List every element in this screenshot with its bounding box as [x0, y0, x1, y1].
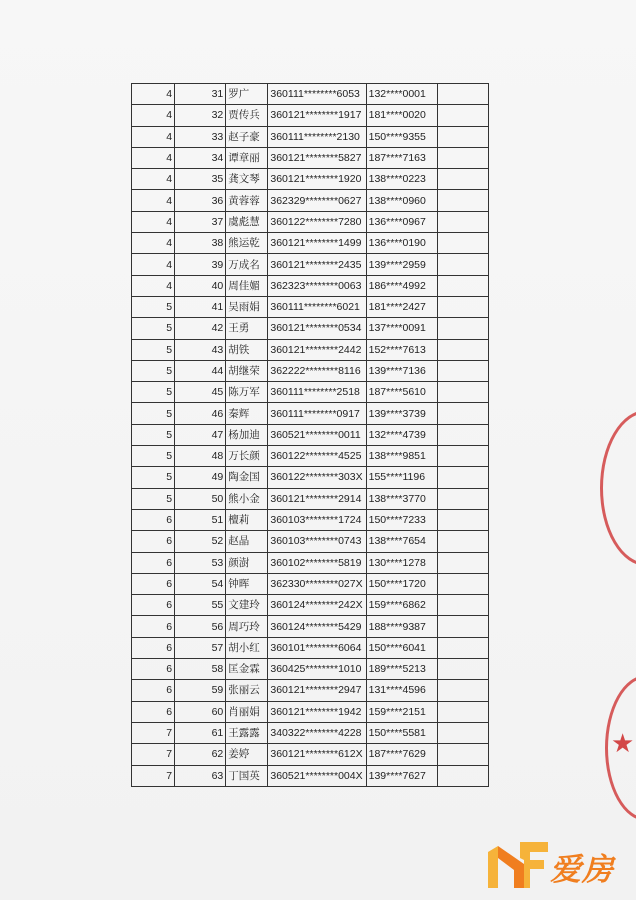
number-cell: 62 — [175, 744, 226, 765]
number-cell: 35 — [175, 169, 226, 190]
table-row — [132, 552, 489, 573]
table-row — [132, 254, 489, 275]
id-number-cell: 360124********242X — [268, 595, 366, 616]
phone-cell: 155****1196 — [366, 467, 437, 488]
phone-cell: 159****6862 — [366, 595, 437, 616]
group-cell: 7 — [132, 744, 175, 765]
phone-cell: 137****0091 — [366, 318, 437, 339]
group-cell: 4 — [132, 126, 175, 147]
name-cell: 赵子豪 — [226, 126, 268, 147]
group-cell: 4 — [132, 190, 175, 211]
number-cell: 36 — [175, 190, 226, 211]
name-cell: 秦辉 — [226, 403, 268, 424]
number-cell: 51 — [175, 509, 226, 530]
table-row — [132, 169, 489, 190]
id-number-cell: 360103********0743 — [268, 531, 366, 552]
phone-cell: 139****7627 — [366, 765, 437, 786]
official-seal-upper — [600, 410, 636, 566]
phone-cell: 139****3739 — [366, 403, 437, 424]
id-number-cell: 360122********7280 — [268, 211, 366, 232]
empty-cell — [437, 296, 488, 317]
id-number-cell: 360425********1010 — [268, 659, 366, 680]
phone-cell: 132****4739 — [366, 424, 437, 445]
empty-cell — [437, 254, 488, 275]
table-row — [132, 680, 489, 701]
table-row — [132, 531, 489, 552]
group-cell: 6 — [132, 595, 175, 616]
table-row — [132, 509, 489, 530]
group-cell: 5 — [132, 403, 175, 424]
table-row — [132, 84, 489, 105]
empty-cell — [437, 169, 488, 190]
name-cell: 陶金国 — [226, 467, 268, 488]
table-row — [132, 403, 489, 424]
id-number-cell: 360121********1499 — [268, 233, 366, 254]
empty-cell — [437, 488, 488, 509]
id-number-cell: 360102********5819 — [268, 552, 366, 573]
name-cell: 周巧玲 — [226, 616, 268, 637]
name-cell: 杨加迪 — [226, 424, 268, 445]
id-number-cell: 360111********0917 — [268, 403, 366, 424]
table-row — [132, 637, 489, 658]
number-cell: 48 — [175, 446, 226, 467]
phone-cell: 138****0223 — [366, 169, 437, 190]
empty-cell — [437, 403, 488, 424]
phone-cell: 150****9355 — [366, 126, 437, 147]
phone-cell: 152****7613 — [366, 339, 437, 360]
group-cell: 5 — [132, 424, 175, 445]
phone-cell: 131****4596 — [366, 680, 437, 701]
empty-cell — [437, 722, 488, 743]
number-cell: 55 — [175, 595, 226, 616]
id-number-cell: 360122********303X — [268, 467, 366, 488]
name-cell: 胡铁 — [226, 339, 268, 360]
name-cell: 谭章丽 — [226, 147, 268, 168]
number-cell: 44 — [175, 360, 226, 381]
number-cell: 43 — [175, 339, 226, 360]
group-cell: 4 — [132, 275, 175, 296]
phone-cell: 136****0967 — [366, 211, 437, 232]
group-cell: 4 — [132, 169, 175, 190]
name-cell: 丁国英 — [226, 765, 268, 786]
id-number-cell: 340322********4228 — [268, 722, 366, 743]
empty-cell — [437, 573, 488, 594]
name-cell: 文建玲 — [226, 595, 268, 616]
id-number-cell: 360111********6021 — [268, 296, 366, 317]
name-cell: 熊小金 — [226, 488, 268, 509]
phone-cell: 188****9387 — [366, 616, 437, 637]
group-cell: 6 — [132, 616, 175, 637]
number-cell: 59 — [175, 680, 226, 701]
phone-cell: 159****2151 — [366, 701, 437, 722]
number-cell: 42 — [175, 318, 226, 339]
empty-cell — [437, 701, 488, 722]
id-number-cell: 360124********5429 — [268, 616, 366, 637]
empty-cell — [437, 318, 488, 339]
group-cell: 4 — [132, 147, 175, 168]
table-row — [132, 573, 489, 594]
empty-cell — [437, 765, 488, 786]
empty-cell — [437, 339, 488, 360]
number-cell: 34 — [175, 147, 226, 168]
phone-cell: 150****7233 — [366, 509, 437, 530]
name-cell: 赵晶 — [226, 531, 268, 552]
table-row — [132, 744, 489, 765]
star-icon: ★ — [611, 728, 635, 758]
group-cell: 6 — [132, 637, 175, 658]
number-cell: 47 — [175, 424, 226, 445]
name-cell: 周佳媚 — [226, 275, 268, 296]
table-row — [132, 446, 489, 467]
empty-cell — [437, 680, 488, 701]
group-cell: 5 — [132, 339, 175, 360]
id-number-cell: 362222********8116 — [268, 360, 366, 381]
empty-cell — [437, 595, 488, 616]
number-cell: 41 — [175, 296, 226, 317]
number-cell: 60 — [175, 701, 226, 722]
id-number-cell: 360121********2914 — [268, 488, 366, 509]
phone-cell: 150****5581 — [366, 722, 437, 743]
number-cell: 49 — [175, 467, 226, 488]
name-cell: 胡继荣 — [226, 360, 268, 381]
table-row — [132, 296, 489, 317]
empty-cell — [437, 509, 488, 530]
house-logo-icon — [484, 838, 550, 890]
group-cell: 4 — [132, 211, 175, 232]
number-cell: 57 — [175, 637, 226, 658]
number-cell: 32 — [175, 105, 226, 126]
phone-cell: 138****3770 — [366, 488, 437, 509]
group-cell: 6 — [132, 573, 175, 594]
id-number-cell: 360121********1917 — [268, 105, 366, 126]
empty-cell — [437, 637, 488, 658]
name-cell: 龚文琴 — [226, 169, 268, 190]
group-cell: 4 — [132, 254, 175, 275]
empty-cell — [437, 147, 488, 168]
id-number-cell: 360121********1942 — [268, 701, 366, 722]
id-number-cell: 362323********0063 — [268, 275, 366, 296]
number-cell: 56 — [175, 616, 226, 637]
id-number-cell: 360101********6064 — [268, 637, 366, 658]
number-cell: 63 — [175, 765, 226, 786]
phone-cell: 187****7629 — [366, 744, 437, 765]
id-number-cell: 360111********2130 — [268, 126, 366, 147]
phone-cell: 130****1278 — [366, 552, 437, 573]
id-number-cell: 360121********2947 — [268, 680, 366, 701]
table-row — [132, 147, 489, 168]
phone-cell: 189****5213 — [366, 659, 437, 680]
group-cell: 5 — [132, 360, 175, 381]
name-cell: 熊运乾 — [226, 233, 268, 254]
name-cell: 万成名 — [226, 254, 268, 275]
table-row — [132, 360, 489, 381]
table-row — [132, 275, 489, 296]
number-cell: 40 — [175, 275, 226, 296]
name-cell: 虞彪慧 — [226, 211, 268, 232]
table-row — [132, 211, 489, 232]
number-cell: 46 — [175, 403, 226, 424]
phone-cell: 150****6041 — [366, 637, 437, 658]
table-row — [132, 701, 489, 722]
table-row — [132, 765, 489, 786]
empty-cell — [437, 211, 488, 232]
table-row — [132, 424, 489, 445]
id-number-cell: 360121********0534 — [268, 318, 366, 339]
name-cell: 吴雨娟 — [226, 296, 268, 317]
number-cell: 33 — [175, 126, 226, 147]
empty-cell — [437, 382, 488, 403]
empty-cell — [437, 531, 488, 552]
phone-cell: 139****7136 — [366, 360, 437, 381]
name-cell: 罗广 — [226, 84, 268, 105]
empty-cell — [437, 360, 488, 381]
name-cell: 颜澍 — [226, 552, 268, 573]
group-cell: 7 — [132, 765, 175, 786]
name-cell: 钟晖 — [226, 573, 268, 594]
group-cell: 5 — [132, 296, 175, 317]
name-cell: 万长颜 — [226, 446, 268, 467]
group-cell: 5 — [132, 382, 175, 403]
table-row — [132, 126, 489, 147]
name-cell: 陈万军 — [226, 382, 268, 403]
table-row — [132, 722, 489, 743]
name-cell: 王勇 — [226, 318, 268, 339]
number-cell: 31 — [175, 84, 226, 105]
empty-cell — [437, 744, 488, 765]
group-cell: 5 — [132, 446, 175, 467]
number-cell: 54 — [175, 573, 226, 594]
number-cell: 53 — [175, 552, 226, 573]
id-number-cell: 360121********612X — [268, 744, 366, 765]
phone-cell: 138****7654 — [366, 531, 437, 552]
number-cell: 61 — [175, 722, 226, 743]
empty-cell — [437, 105, 488, 126]
number-cell: 39 — [175, 254, 226, 275]
table-row — [132, 105, 489, 126]
empty-cell — [437, 659, 488, 680]
name-cell: 檀莉 — [226, 509, 268, 530]
name-cell: 匡金霖 — [226, 659, 268, 680]
phone-cell: 187****7163 — [366, 147, 437, 168]
empty-cell — [437, 233, 488, 254]
group-cell: 5 — [132, 467, 175, 488]
id-number-cell: 360521********004X — [268, 765, 366, 786]
number-cell: 45 — [175, 382, 226, 403]
name-cell: 姜婷 — [226, 744, 268, 765]
group-cell: 5 — [132, 318, 175, 339]
name-cell: 胡小红 — [226, 637, 268, 658]
phone-cell: 181****2427 — [366, 296, 437, 317]
empty-cell — [437, 446, 488, 467]
id-number-cell: 360111********6053 — [268, 84, 366, 105]
number-cell: 58 — [175, 659, 226, 680]
phone-cell: 138****9851 — [366, 446, 437, 467]
group-cell: 5 — [132, 488, 175, 509]
table-row — [132, 467, 489, 488]
empty-cell — [437, 616, 488, 637]
id-number-cell: 360121********5827 — [268, 147, 366, 168]
name-cell: 黄蓉蓉 — [226, 190, 268, 211]
id-number-cell: 362330********027X — [268, 573, 366, 594]
name-cell: 王露露 — [226, 722, 268, 743]
number-cell: 52 — [175, 531, 226, 552]
group-cell: 6 — [132, 680, 175, 701]
empty-cell — [437, 126, 488, 147]
phone-cell: 139****2959 — [366, 254, 437, 275]
empty-cell — [437, 190, 488, 211]
group-cell: 6 — [132, 509, 175, 530]
watermark-logo — [484, 838, 630, 890]
id-number-cell: 362329********0627 — [268, 190, 366, 211]
id-number-cell: 360122********4525 — [268, 446, 366, 467]
phone-cell: 186****4992 — [366, 275, 437, 296]
group-cell: 6 — [132, 659, 175, 680]
group-cell: 6 — [132, 552, 175, 573]
number-cell: 38 — [175, 233, 226, 254]
phone-cell: 136****0190 — [366, 233, 437, 254]
table-row — [132, 190, 489, 211]
number-cell: 37 — [175, 211, 226, 232]
number-cell: 50 — [175, 488, 226, 509]
id-number-cell: 360103********1724 — [268, 509, 366, 530]
roster-table — [131, 83, 489, 787]
empty-cell — [437, 467, 488, 488]
group-cell: 6 — [132, 531, 175, 552]
table-row — [132, 318, 489, 339]
table-row — [132, 488, 489, 509]
table-row — [132, 659, 489, 680]
table-row — [132, 233, 489, 254]
empty-cell — [437, 552, 488, 573]
group-cell: 4 — [132, 233, 175, 254]
phone-cell: 181****0020 — [366, 105, 437, 126]
table-row — [132, 339, 489, 360]
group-cell: 4 — [132, 84, 175, 105]
name-cell: 肖丽娟 — [226, 701, 268, 722]
roster-table-body — [132, 84, 489, 787]
empty-cell — [437, 84, 488, 105]
group-cell: 4 — [132, 105, 175, 126]
group-cell: 6 — [132, 701, 175, 722]
id-number-cell: 360121********2435 — [268, 254, 366, 275]
empty-cell — [437, 424, 488, 445]
phone-cell: 150****1720 — [366, 573, 437, 594]
phone-cell: 187****5610 — [366, 382, 437, 403]
phone-cell: 138****0960 — [366, 190, 437, 211]
name-cell: 贾传兵 — [226, 105, 268, 126]
table-row — [132, 382, 489, 403]
phone-cell: 132****0001 — [366, 84, 437, 105]
watermark-brand-text: 爱房 — [550, 852, 614, 888]
table-row — [132, 616, 489, 637]
group-cell: 7 — [132, 722, 175, 743]
table-row — [132, 595, 489, 616]
id-number-cell: 360111********2518 — [268, 382, 366, 403]
id-number-cell: 360521********0011 — [268, 424, 366, 445]
id-number-cell: 360121********1920 — [268, 169, 366, 190]
id-number-cell: 360121********2442 — [268, 339, 366, 360]
name-cell: 张丽云 — [226, 680, 268, 701]
empty-cell — [437, 275, 488, 296]
